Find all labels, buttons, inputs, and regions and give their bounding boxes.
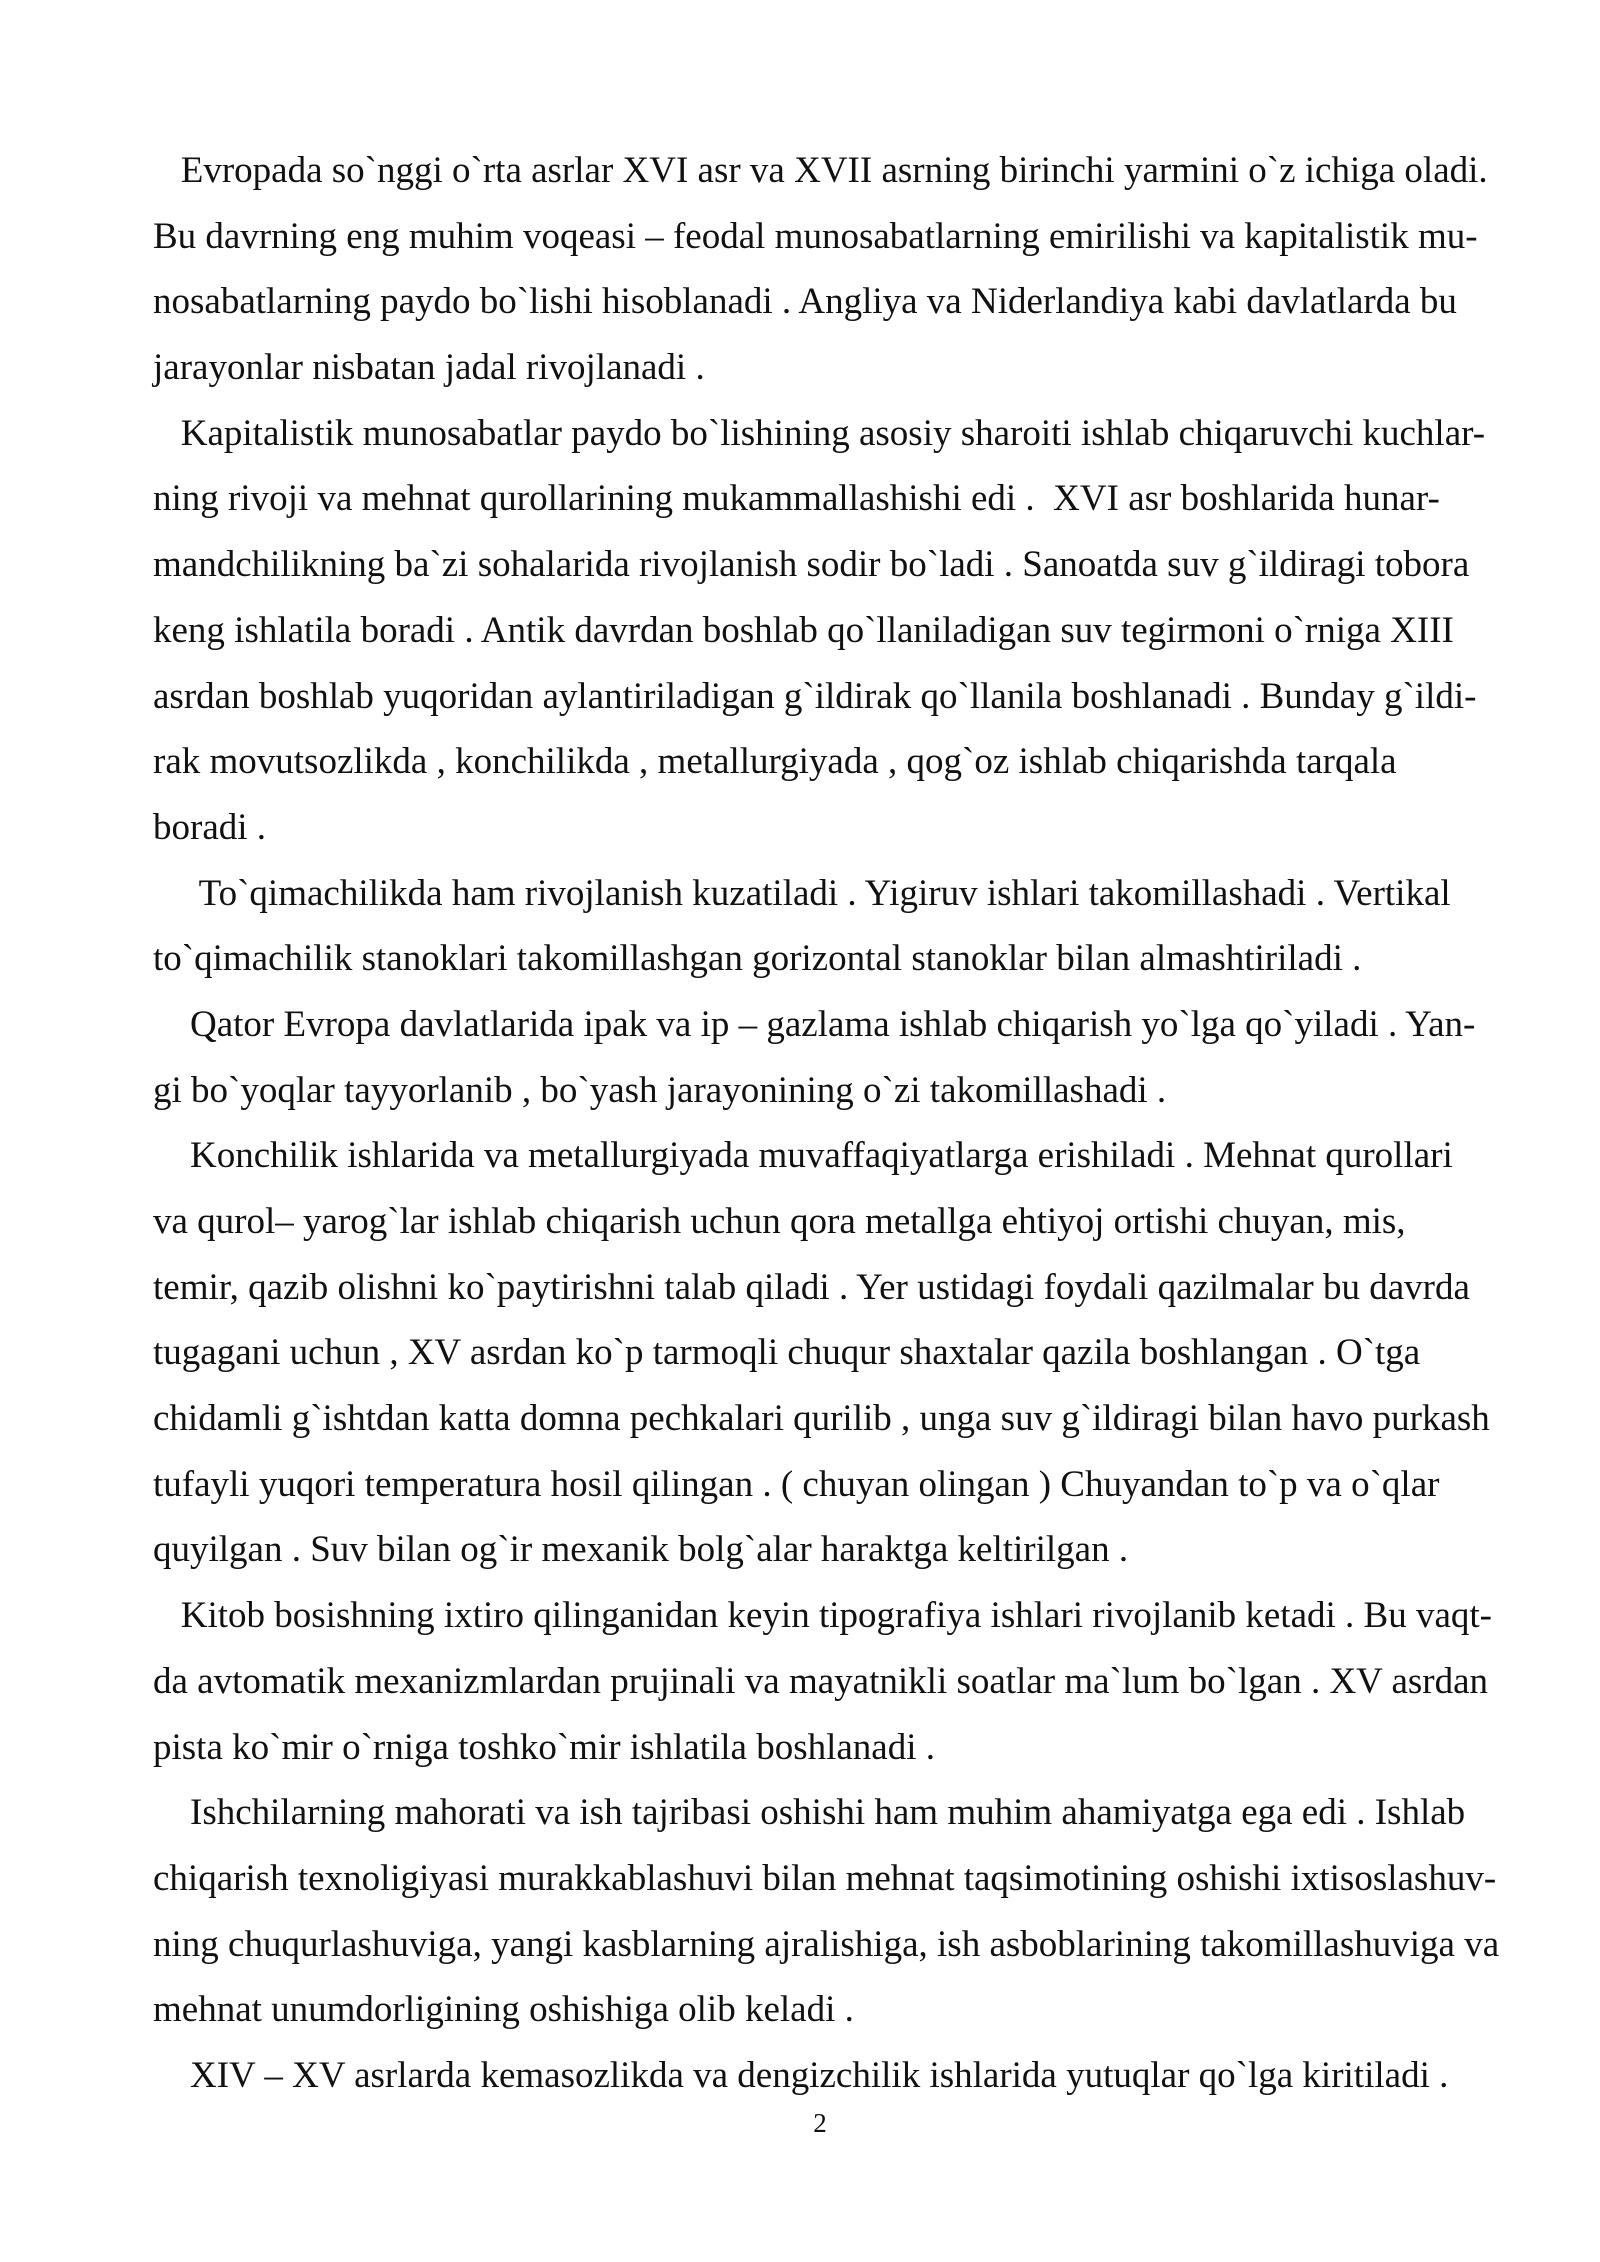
text-line: To`qimachilikda ham rivojlanish kuzatiladi . Yigiruv ishlari takomillashadi . Vertikal [153,872,1451,914]
text-line: jarayonlar nisbatan jadal rivojlanadi . [153,347,705,389]
text-line: pista ko`mir o`rniga toshko`mir ishlatila boshlanadi . [153,1726,936,1768]
text-line: tugagani uchun , XV asrdan ko`p tarmoqli chuqur shaxtalar qazila boshlangan . O`tga [153,1332,1421,1374]
text-line: Kapitalistik munosabatlar paydo bo`lishining asosiy sharoiti ishlab chiqaruvchi kuchlar- [153,412,1486,454]
text-line: temir, qazib olishni ko`paytirishni talab qiladi . Yer ustidagi foydali qazilmalar bu davrda [153,1266,1470,1308]
text-line: chidamli g`ishtdan katta domna pechkalari qurilib , unga suv g`ildiragi bilan havo purkash [153,1398,1490,1440]
text-line: Ishchilarning mahorati va ish tajribasi oshishi ham muhim ahamiyatga ega edi . Ishlab [153,1792,1466,1834]
text-line: rak movutsozlikda , konchilikda , metallurgiyada , qog`oz ishlab chiqarishda tarqala [153,741,1397,783]
text-line: to`qimachilik stanoklari takomillashgan gorizontal stanoklar bilan almashtiriladi . [153,938,1362,980]
text-line: mehnat unumdorligining oshishiga olib keladi . [153,1989,854,2031]
text-line: gi bo`yoqlar tayyorlanib , bo`yash jarayonining o`zi takomillashadi . [153,1069,1167,1111]
text-line: va qurol– yarog`lar ishlab chiqarish uchun qora metallga ehtiyoj ortishi chuyan, mis, [153,1201,1406,1242]
text-line: mandchilikning ba`zi sohalarida rivojlanish sodir bo`ladi . Sanoatda suv g`ildiragi tobora [153,544,1470,586]
text-line: XIV – XV asrlarda kemasozlikda va dengizchilik ishlarida yutuqlar qo`lga kiritiladi . [153,2054,1449,2096]
text-line: Qator Evropa davlatlarida ipak va ip – gazlama ishlab chiqarish yo`lga qo`yiladi . Yan- [153,1003,1476,1045]
text-line: nosabatlarning paydo bo`lishi hisoblanadi . Angliya va Niderlandiya kabi davlatlarda bu [153,281,1457,323]
text-line: chiqarish texnoligiyasi murakkablashuvi bilan mehnat taqsimotining oshishi ixtisoslashuv- [153,1857,1497,1899]
text-line: da avtomatik mexanizmlardan prujinali va mayatnikli soatlar ma`lum bo`lgan . XV asrdan [153,1660,1489,1702]
text-line: Kitob bosishning ixtiro qilinganidan keyin tipografiya ishlari rivojlanib ketadi . Bu vaqt- [153,1595,1492,1637]
text-line: quyilgan . Suv bilan og`ir mexanik bolg`alar haraktga keltirilgan . [153,1529,1129,1571]
text-line: tufayli yuqori temperatura hosil qilingan . ( chuyan olingan ) Chuyandan to`p va o`qlar [153,1463,1440,1505]
text-line: Konchilik ishlarida va metallurgiyada muvaffaqiyatlarga erishiladi . Mehnat qurollari [153,1135,1453,1177]
text-line: Bu davrning eng muhim voqeasi – feodal munosabatlarning emirilishi va kapitalistik mu- [153,215,1478,257]
text-line: ning chuqurlashuviga, yangi kasblarning ajralishiga, ish asboblarining takomillashuviga va [153,1923,1500,1965]
text-line: Evropada so`nggi o`rta asrlar XVI asr va XVII asrning birinchi yarmini o`z ichiga oladi. [153,150,1488,191]
text-line: boradi . [153,806,267,848]
text-line: ning rivoji va mehnat qurollarining mukammallashishi edi . XVI asr boshlarida hunar- [153,478,1440,520]
body-text [153,138,1533,2109]
text-line: asrdan boshlab yuqoridan aylantiriladigan g`ildirak qo`llanila boshlanadi . Bunday g`ildi- [153,675,1477,717]
page-number: 2 [813,2108,827,2138]
text-line: keng ishlatila boradi . Antik davrdan boshlab qo`llaniladigan suv tegirmoni o`rniga XIII [153,609,1454,651]
